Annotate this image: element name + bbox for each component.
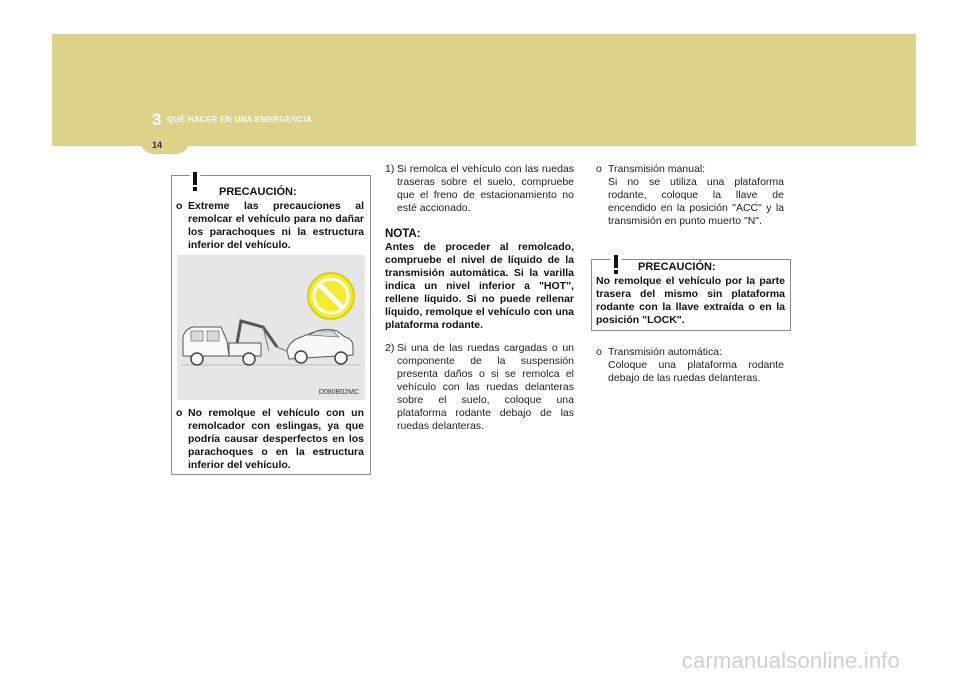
automatic-transmission-item bbox=[596, 346, 784, 386]
manual-transmission-text: Si no se utiliza una plataforma rodante, coloque la llave de encendido en la posición "ACC" y la transmisión en punto muerto "N". bbox=[608, 176, 784, 227]
bullet-mark: o bbox=[176, 407, 183, 419]
page-tab bbox=[140, 134, 190, 154]
chapter-title: QUÉ HACER EN UNA EMERGENCIA bbox=[167, 115, 313, 124]
tow-truck-illustration-svg bbox=[177, 255, 365, 400]
automatic-transmission-text: Coloque una plataforma rodante debajo de las ruedas delanteras. bbox=[608, 359, 784, 384]
caution-bullet-1 bbox=[176, 200, 364, 252]
watermark: carmanualsonline.info bbox=[681, 648, 900, 673]
caution-title-right: PRECAUCIÓN: bbox=[638, 261, 716, 273]
step-number: 2) bbox=[385, 342, 395, 354]
warning-triangle-icon bbox=[601, 249, 631, 277]
warning-triangle-icon bbox=[180, 166, 210, 194]
caution-title-left: PRECAUCIÓN: bbox=[219, 186, 297, 198]
figure-code: D080B02MC bbox=[318, 389, 359, 396]
bullet-mark: o bbox=[176, 200, 183, 212]
bullet-mark: o bbox=[596, 163, 602, 175]
automatic-transmission-title: Transmisión automática: bbox=[608, 346, 722, 358]
bullet-text: No remolque el vehículo con un remolcador con eslingas, ya que podría causar desperfectos en los parachoques o en la estructura inferior del vehículo. bbox=[188, 407, 364, 471]
caution-bullet-2 bbox=[176, 407, 364, 472]
step-number: 1) bbox=[385, 163, 395, 175]
manual-transmission-item bbox=[596, 163, 784, 228]
step-text: Si una de las ruedas cargadas o un componente de la suspensión presenta daños o si se remolca el vehículo con las ruedas delanteras sobre el suelo, coloque una plataforma rodante debajo de las ruedas delanteras. bbox=[397, 342, 574, 432]
note-title: NOTA: bbox=[385, 228, 421, 240]
bullet-text: Extreme las precauciones al remolcar el vehículo para no dañar los parachoques ni la estructura inferior del vehículo. bbox=[188, 200, 364, 251]
step-2 bbox=[385, 342, 574, 434]
towing-illustration bbox=[177, 255, 365, 400]
header-band bbox=[52, 34, 916, 146]
step-text: Si remolca el vehículo con las ruedas traseras sobre el suelo, compruebe que el freno de estacionamiento no esté accionado. bbox=[397, 163, 574, 214]
manual-transmission-title: Transmisión manual: bbox=[608, 163, 706, 175]
prohibition-icon bbox=[308, 273, 354, 319]
bullet-mark: o bbox=[596, 346, 602, 358]
page-number: 14 bbox=[152, 140, 163, 150]
chapter-number: 3 bbox=[152, 110, 162, 129]
note-text: Antes de proceder al remolcado, compruebe el nivel de líquido de la transmisión automática. Si la varilla indica un nivel inferior a "HOT", rellene líquido. Si no puede rellenar líquido, remolque el vehículo con una plataforma rodante. bbox=[385, 241, 574, 331]
step-1 bbox=[385, 163, 574, 213]
caution-text-right: No remolque el vehículo por la parte trasera del mismo sin plataforma rodante con la llave extraída o en la posición "LOCK". bbox=[596, 275, 785, 326]
